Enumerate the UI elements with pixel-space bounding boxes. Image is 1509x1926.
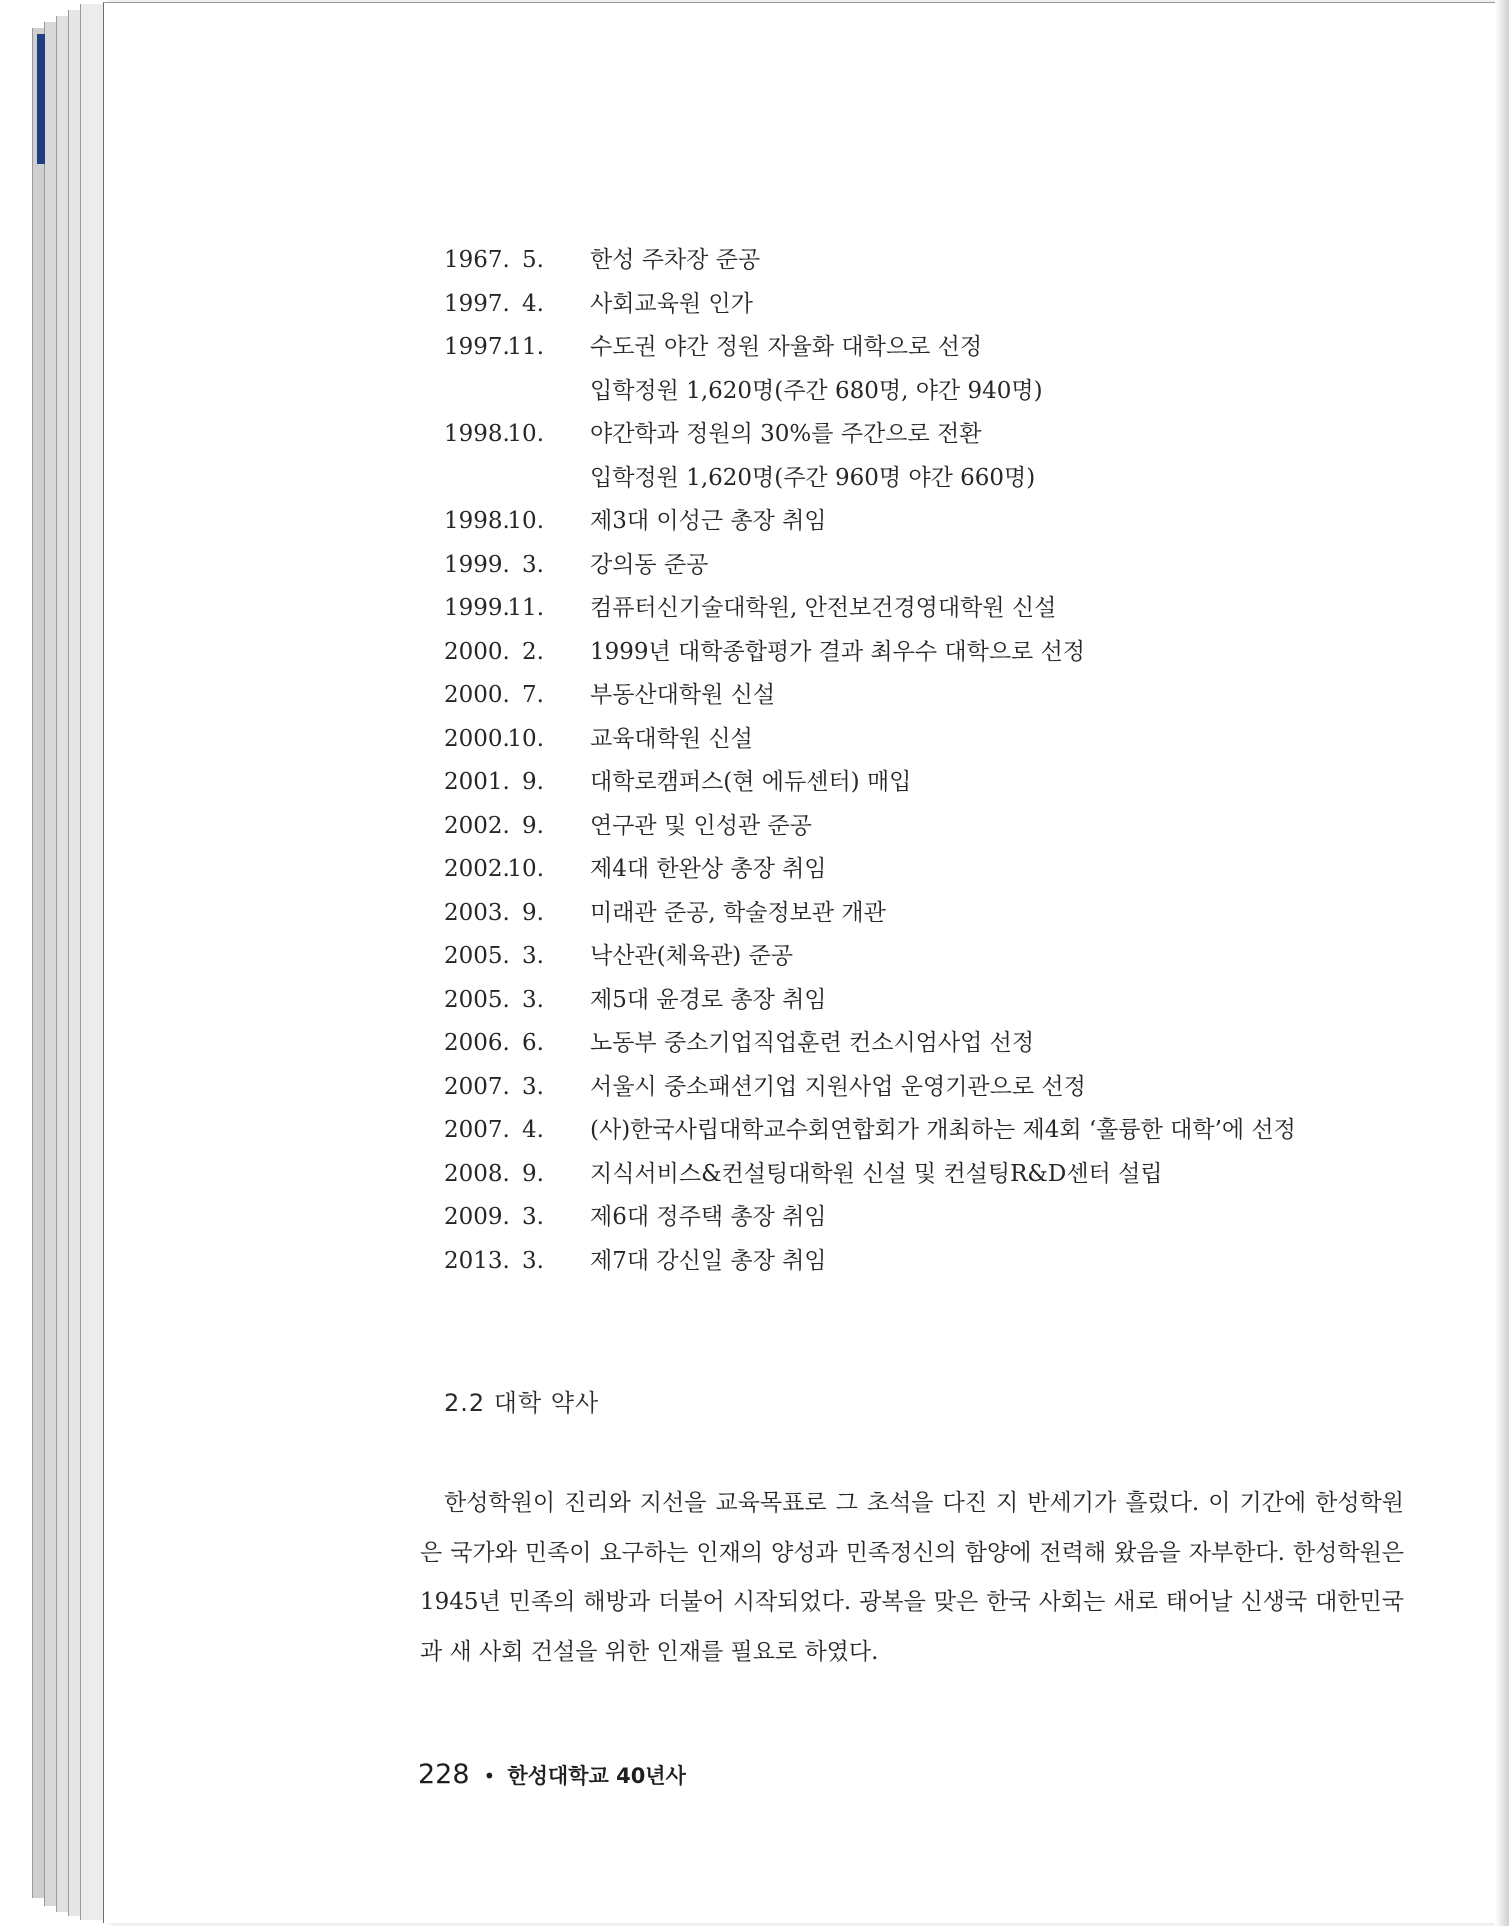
timeline-event: (사)한국사립대학교수회연합회가 개최하는 제4회 ‘훌륭한 대학’에 선정 (590, 1117, 1296, 1143)
timeline-month: 3. (522, 1247, 544, 1274)
timeline-year: 1967. (444, 247, 510, 273)
timeline-event: 수도권 야간 정원 자율화 대학으로 선정 (590, 334, 983, 360)
timeline-year: 1997. (444, 334, 510, 360)
timeline-year: 2003. (444, 899, 510, 926)
timeline-row (444, 500, 1444, 544)
timeline-month: 7. (522, 682, 544, 708)
timeline-month (500, 370, 590, 414)
timeline-row (444, 1022, 1444, 1066)
timeline-row (444, 761, 1444, 805)
timeline-event: 교육대학원 신설 (590, 725, 753, 752)
timeline-year: 2000. (444, 638, 510, 665)
timeline-row (444, 283, 1444, 327)
timeline-year: 1998. (444, 508, 510, 534)
timeline-event: 제3대 이성근 총장 취임 (590, 508, 827, 534)
timeline-event: 부동산대학원 신설 (590, 682, 776, 708)
timeline-row (444, 413, 1444, 457)
timeline-month: 3. (522, 1073, 544, 1100)
timeline-year: 2001. (444, 769, 510, 795)
timeline-event: 한성 주차장 준공 (590, 247, 761, 273)
timeline-month: 10. (507, 421, 544, 447)
timeline-year: 2008. (444, 1160, 510, 1187)
timeline-event: 대학로캠퍼스(현 에듀센터) 매입 (590, 769, 912, 795)
timeline-row (444, 544, 1444, 588)
timeline-event: 지식서비스&컨설팅대학원 신설 및 컨설팅R&D센터 설립 (590, 1160, 1163, 1187)
timeline-year: 2002. (444, 856, 510, 882)
timeline-event: 컴퓨터신기술대학원, 안전보건경영대학원 신설 (590, 595, 1057, 621)
timeline-event: 노동부 중소기업직업훈련 컨소시엄사업 선정 (590, 1030, 1035, 1056)
timeline-event: 제5대 윤경로 총장 취임 (590, 986, 827, 1013)
timeline-row (444, 587, 1444, 631)
timeline-month: 2. (522, 638, 544, 665)
timeline-month: 9. (522, 1160, 544, 1187)
timeline-row (444, 326, 1444, 370)
timeline-year: 1998. (444, 421, 510, 447)
timeline-month (500, 457, 590, 501)
timeline-month: 6. (522, 1030, 544, 1056)
timeline-year: 1997. (444, 290, 510, 317)
bookmark-strip (37, 34, 45, 164)
timeline-row (444, 239, 1444, 283)
timeline-event: 사회교육원 인가 (590, 290, 753, 317)
timeline-event: 강의동 준공 (590, 551, 709, 578)
section-heading: 2.2 대학 약사 (444, 1389, 600, 1417)
timeline-row (444, 892, 1444, 936)
timeline-year: 2007. (444, 1117, 510, 1143)
timeline-year: 2002. (444, 812, 510, 839)
timeline-row (444, 1109, 1444, 1153)
timeline-month: 9. (522, 899, 544, 926)
document-page (103, 2, 1496, 1923)
timeline-event: 입학정원 1,620명(주간 960명 야간 660명) (590, 464, 1036, 491)
footer-bullet: • (483, 1764, 496, 1788)
timeline-event: 제6대 정주택 총장 취임 (590, 1204, 827, 1230)
timeline-year: 2009. (444, 1204, 510, 1230)
timeline-year: 1999. (444, 551, 510, 578)
page-footer (418, 1759, 686, 1790)
timeline-month: 11. (507, 595, 544, 621)
timeline-month: 3. (522, 551, 544, 578)
timeline-month: 3. (522, 943, 544, 969)
timeline-month: 10. (507, 725, 544, 752)
timeline-row (444, 848, 1444, 892)
timeline-row (444, 1196, 1444, 1240)
timeline-month: 3. (522, 1204, 544, 1230)
page-right-shadow (1495, 0, 1509, 1926)
timeline-event: 낙산관(체육관) 준공 (590, 943, 794, 969)
timeline-event: 제7대 강신일 총장 취임 (590, 1247, 827, 1274)
timeline-year: 2000. (444, 725, 510, 752)
page-edge (80, 4, 103, 1920)
timeline-row (444, 674, 1444, 718)
section-paragraph: 한성학원이 진리와 지선을 교육목표로 그 초석을 다진 지 반세기가 흘렀다. 이 기간에 한성학원은 국가와 민족이 요구하는 인재의 양성과 민족정신의 함양에 전력해 왔음을 자부한다. 한성학원은 1945년 민족의 해방과 더불어 시작되었다. 광복을 맞은 한국 사회는 새로 태어날 신생국 대한민국과 새 사회 건설을 위한 인재를 필요로 하였다. (420, 1490, 1404, 1665)
timeline-row (444, 1153, 1444, 1197)
timeline-event: 1999년 대학종합평가 결과 최우수 대학으로 선정 (590, 638, 1086, 665)
timeline-month: 9. (522, 812, 544, 839)
timeline-row (444, 631, 1444, 675)
timeline-year (444, 457, 500, 501)
timeline-event: 서울시 중소패션기업 지원사업 운영기관으로 선정 (590, 1073, 1086, 1100)
timeline-year: 2000. (444, 682, 510, 708)
timeline-event: 제4대 한완상 총장 취임 (590, 856, 827, 882)
timeline-month: 4. (522, 290, 544, 317)
timeline-year (444, 370, 500, 414)
timeline-row (444, 1240, 1444, 1284)
timeline-row (444, 718, 1444, 762)
timeline-year: 2005. (444, 986, 510, 1013)
timeline-row (444, 805, 1444, 849)
timeline-month: 3. (522, 986, 544, 1013)
timeline-event: 야간학과 정원의 30%를 주간으로 전환 (590, 421, 982, 447)
timeline-row (444, 370, 1444, 414)
timeline-year: 2007. (444, 1073, 510, 1100)
timeline-event: 미래관 준공, 학술정보관 개관 (590, 899, 886, 926)
timeline-year: 2005. (444, 943, 510, 969)
timeline-year: 2013. (444, 1247, 510, 1274)
timeline-year: 1999. (444, 595, 510, 621)
timeline-list (444, 239, 1444, 1283)
timeline-month: 4. (522, 1117, 544, 1143)
timeline-month: 10. (507, 856, 544, 882)
timeline-event: 연구관 및 인성관 준공 (590, 812, 812, 839)
timeline-row (444, 979, 1444, 1023)
book-title: 한성대학교 40년사 (507, 1764, 686, 1788)
timeline-month: 5. (522, 247, 544, 273)
timeline-year: 2006. (444, 1030, 510, 1056)
page-number: 228 (418, 1759, 470, 1790)
timeline-row (444, 457, 1444, 501)
timeline-row (444, 935, 1444, 979)
timeline-event: 입학정원 1,620명(주간 680명, 야간 940명) (590, 377, 1043, 404)
timeline-month: 10. (507, 508, 544, 534)
timeline-row (444, 1066, 1444, 1110)
timeline-month: 9. (522, 769, 544, 795)
timeline-month: 11. (507, 334, 544, 360)
